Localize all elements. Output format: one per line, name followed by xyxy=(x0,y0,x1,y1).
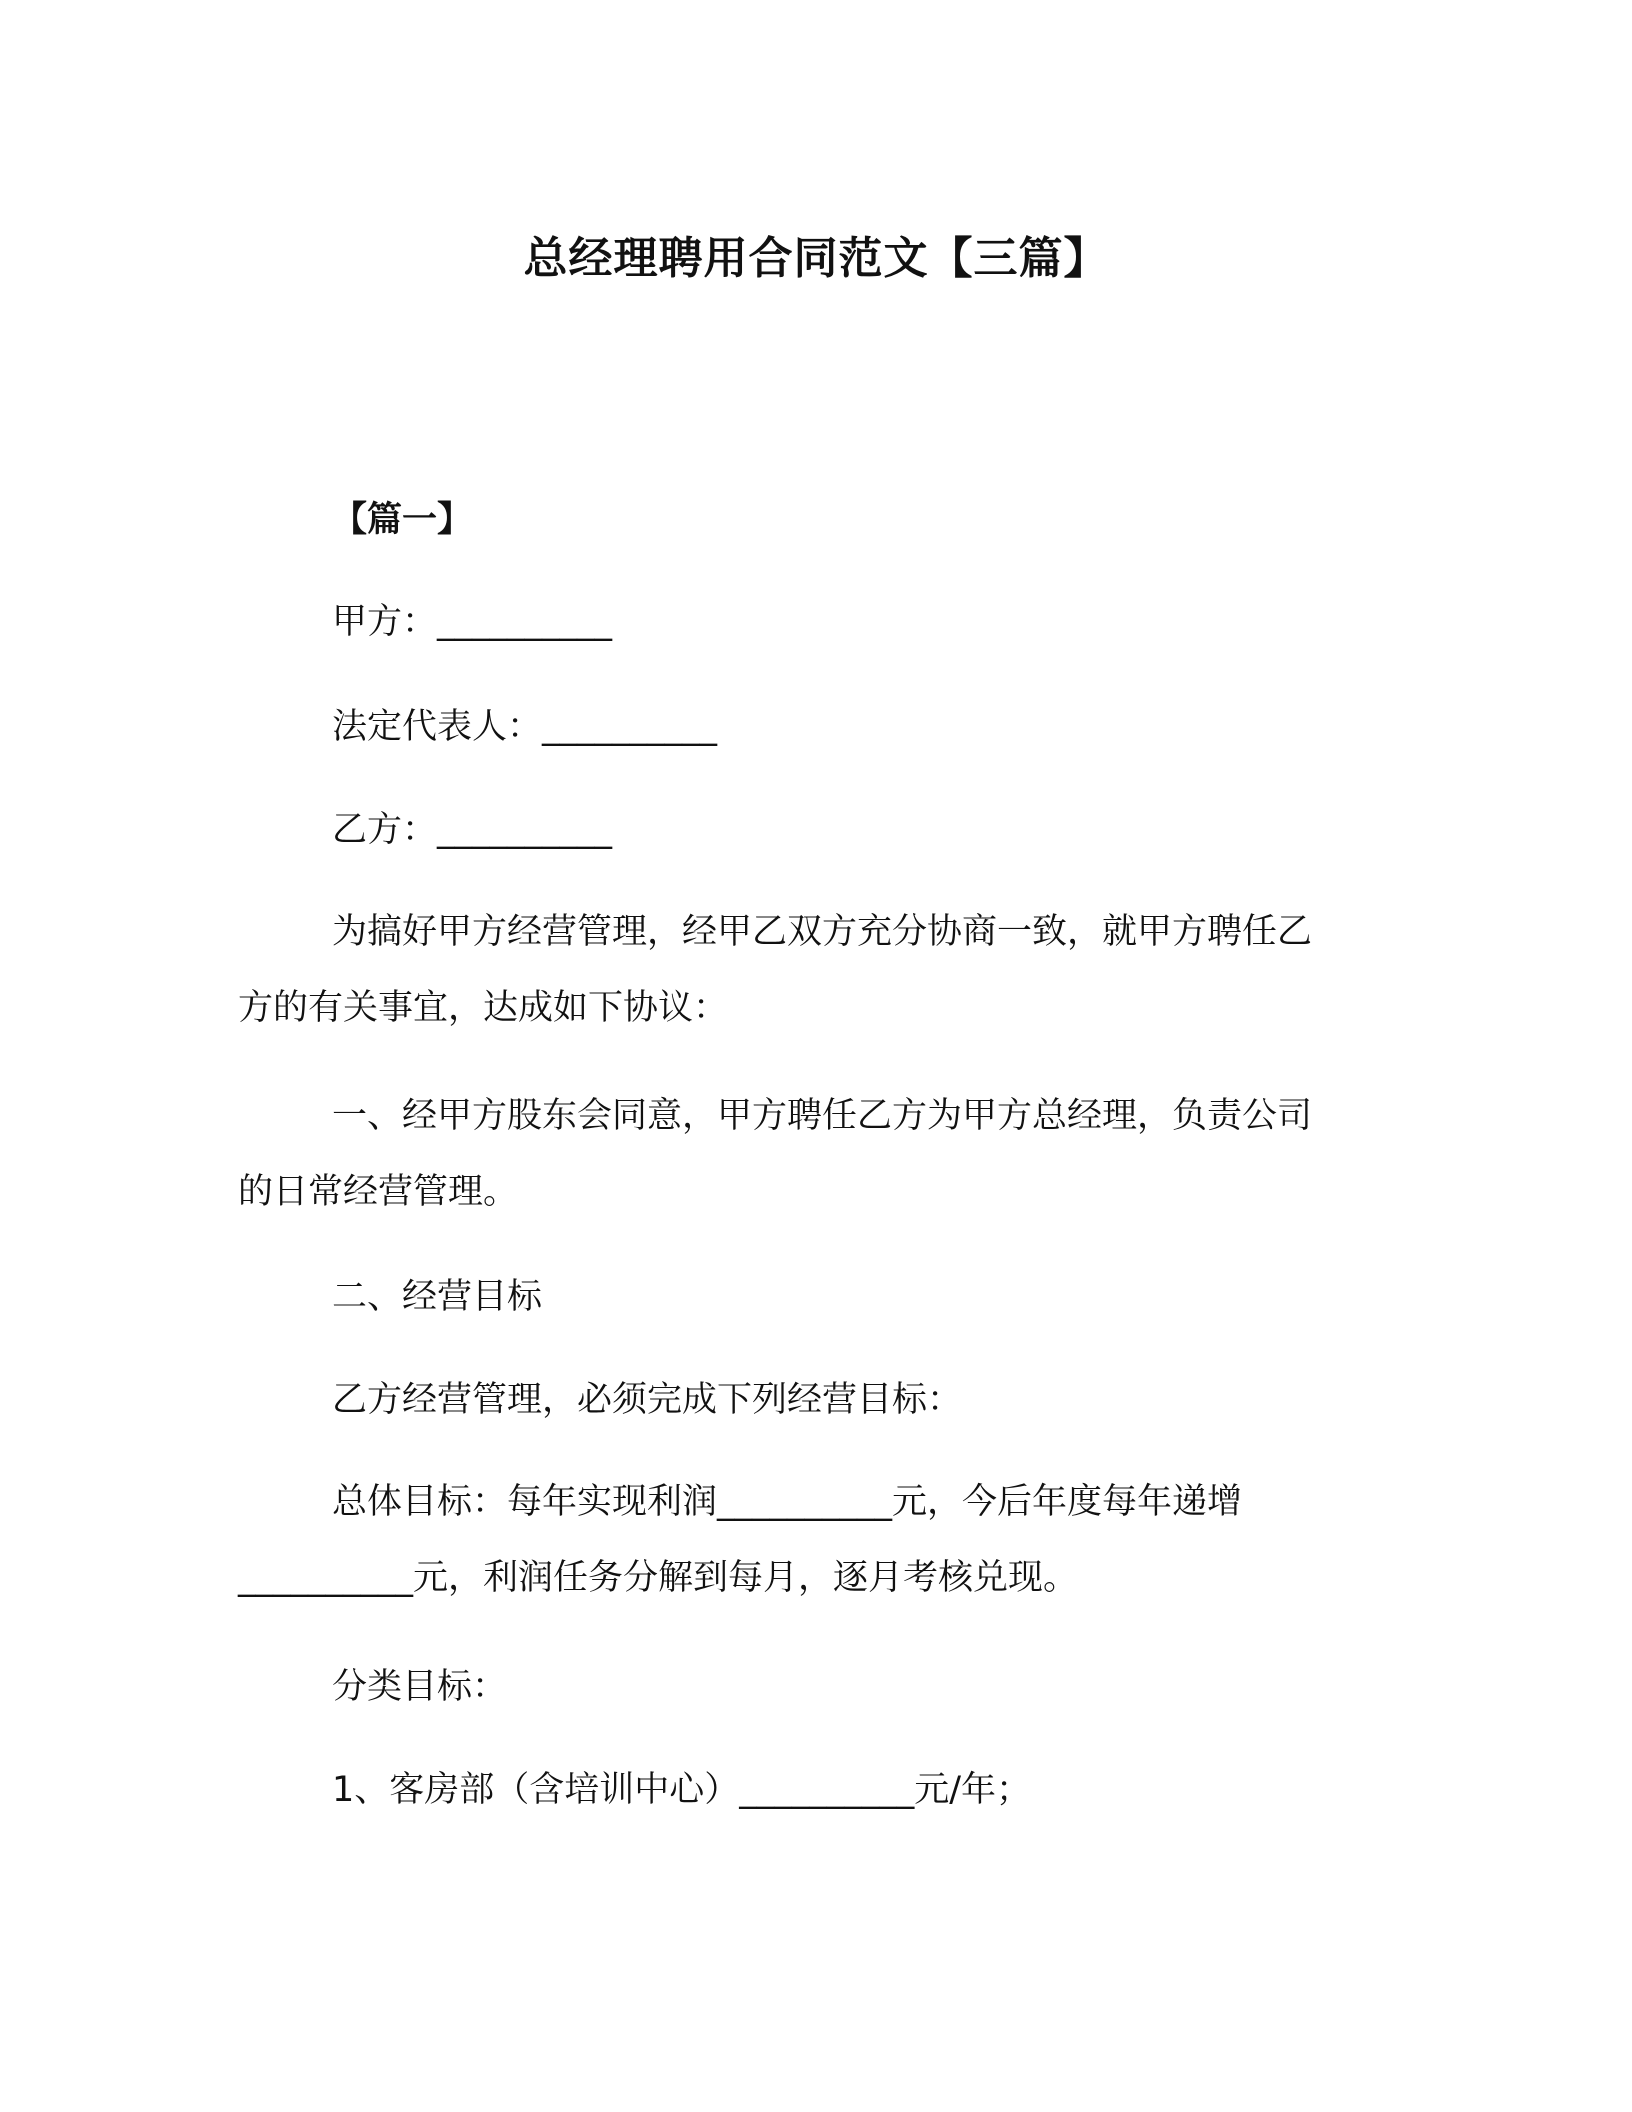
preamble-line-1: 为搞好甲方经营管理，经甲乙双方充分协商一致，就甲方聘任乙 xyxy=(332,912,1313,952)
clause-1-line-1: 一、经甲方股东会同意，甲方聘任乙方为甲方总经理，负责公司 xyxy=(332,1096,1313,1136)
legal-representative-line: 法定代表人：__________ xyxy=(332,707,718,747)
overall-goal-line-1: 总体目标：每年实现利润__________元，今后年度每年递增 xyxy=(332,1482,1243,1522)
clause-1-line-2: 的日常经营管理。 xyxy=(238,1172,519,1212)
party-a-line: 甲方：__________ xyxy=(332,602,613,642)
document-title: 总经理聘用合同范文【三篇】 xyxy=(523,233,1109,284)
preamble-line-2: 方的有关事宜，达成如下协议： xyxy=(238,988,729,1028)
section-heading: 【篇一】 xyxy=(332,500,473,540)
category-goals-heading: 分类目标： xyxy=(332,1667,508,1707)
clause-2-heading: 二、经营目标 xyxy=(332,1277,543,1317)
overall-goal-line-2: __________元，利润任务分解到每月，逐月考核兑现。 xyxy=(238,1558,1079,1598)
category-goal-item-1: 1、客房部（含培训中心）__________元/年； xyxy=(332,1770,1032,1810)
party-b-line: 乙方：__________ xyxy=(332,810,613,850)
operating-goals-intro: 乙方经营管理，必须完成下列经营目标： xyxy=(332,1380,963,1420)
